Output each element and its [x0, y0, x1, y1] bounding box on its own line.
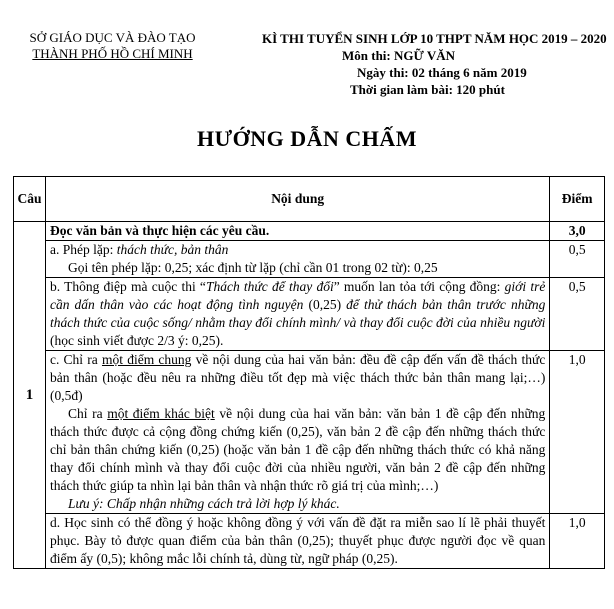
exam-title: KÌ THI TUYỂN SINH LỚP 10 THPT NĂM HỌC 2019 – 2020 — [262, 31, 607, 46]
table-header-row — [14, 177, 605, 222]
table-row — [14, 222, 605, 241]
table-row — [14, 278, 605, 351]
item-c-score: 1,0 — [550, 351, 605, 514]
item-a-score: 0,5 — [550, 241, 605, 278]
item-b: b. Thông điệp mà cuộc thi “Thách thức để thay đổi” muốn lan tỏa tới cộng đồng: giới trẻ cần dấn thân vào các hoạt động tình nguyện (0,25) để thử thách bản thân trước những thách thức của cuộc sống/ nhằm thay đổi chính mình/ và thay đổi cuộc đời của nhiều người (học sinh viết được 2/3 ý: 0,25). — [45, 278, 549, 351]
department-line-2: THÀNH PHỐ HỒ CHÍ MINH — [32, 46, 193, 61]
section-score: 3,0 — [550, 222, 605, 241]
header-diem: Điểm — [550, 177, 605, 222]
item-c-note: Lưu ý: Chấp nhận những cách trả lời hợp lý khác. — [67, 496, 340, 511]
table-row — [14, 351, 605, 514]
department-header — [20, 30, 205, 62]
header-noi-dung: Nội dung — [45, 177, 549, 222]
item-a: a. Phép lặp: thách thức, bản thân Gọi tên phép lặp: 0,25; xác định từ lặp (chỉ cần 01 trong 02 từ): 0,25 — [45, 241, 549, 278]
item-c: c. Chỉ ra một điểm chung về nội dung của hai văn bản: đều đề cập đến vấn đề thách thức bản thân (hoặc đều nêu ra những điều tốt đẹp mà việc thách thức bản thân mang lại;…) (0,5đ) Chỉ ra một điểm khác biệt về nội dung của hai văn bản: văn bản 1 đề cập đến những thách thức được cả cộng đồng chứng kiến (0,25), văn bản 2 đề cập đến những thách thức chỉ bản thân chứng kiến (0,25) (hoặc văn bản 1 đề cập đến những thách thức có khả năng thay đổi chính mình và thay đổi cuộc đời của nhiều người, văn bản 2 đề cập đến những thách thức giúp ta nhìn lại bản thân và nhận thức rõ giá trị của mình;…) Lưu ý: Chấp nhận những cách trả lời hợp lý khác. — [45, 351, 549, 514]
section-text: Đọc văn bản và thực hiện các yêu cầu. — [45, 222, 549, 241]
grading-table — [13, 176, 605, 569]
document-title: HƯỚNG DẪN CHẤM — [196, 126, 418, 151]
header-cau: Câu — [14, 177, 46, 222]
exam-subject: Môn thi: NGỮ VĂN — [342, 48, 456, 63]
exam-header — [262, 30, 614, 98]
item-b-score: 0,5 — [550, 278, 605, 351]
cau-number: 1 — [14, 222, 46, 569]
item-d: d. Học sinh có thể đồng ý hoặc không đồng ý với vấn đề đặt ra miễn sao lí lẽ phải thuyết phục. Bày tỏ được quan điểm của bản thân (0,25); thuyết phục được người đọc về quan điểm ấy (0,5); không mắc lỗi chính tả, dùng từ, ngữ pháp (0,25). — [45, 514, 549, 569]
exam-duration: Thời gian làm bài: 120 phút — [350, 82, 505, 97]
table-row — [14, 514, 605, 569]
exam-date: Ngày thi: 02 tháng 6 năm 2019 — [357, 65, 527, 80]
item-d-score: 1,0 — [550, 514, 605, 569]
table-row — [14, 241, 605, 278]
department-line-1: SỞ GIÁO DỤC VÀ ĐÀO TẠO — [29, 30, 196, 45]
